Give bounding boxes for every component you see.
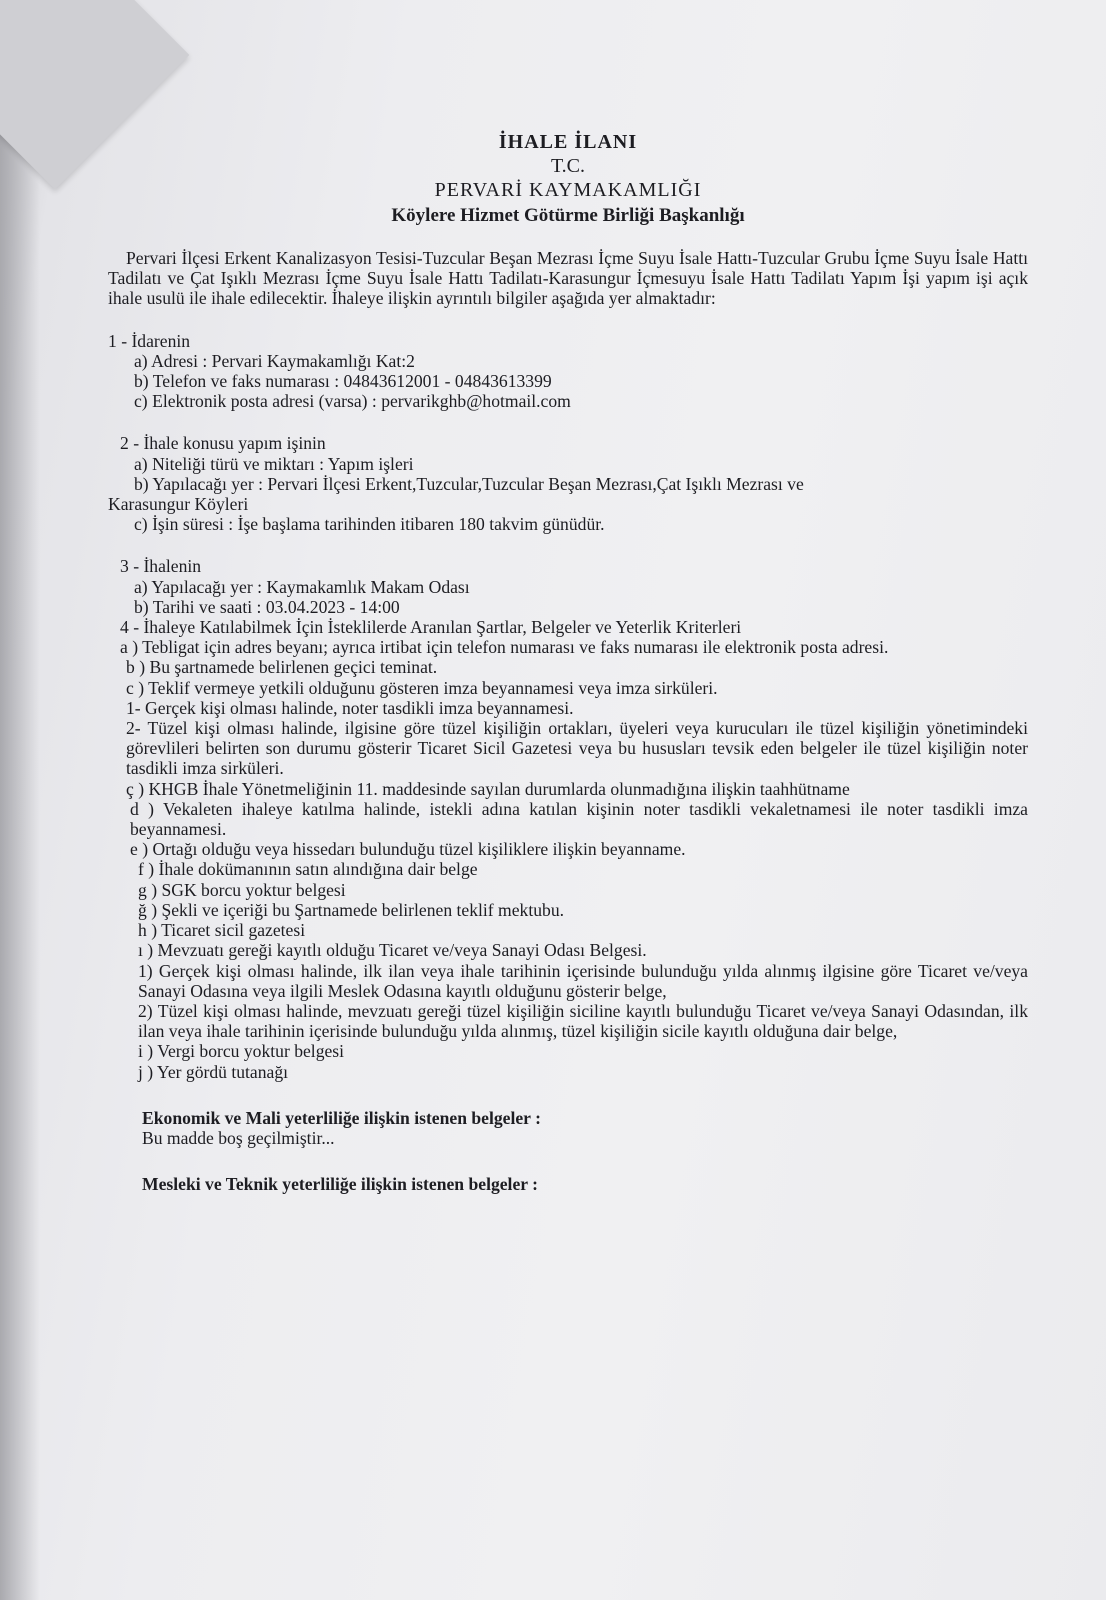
section-1 <box>108 331 1028 412</box>
professional-section <box>108 1174 1028 1194</box>
economic-text: Bu madde boş geçilmiştir... <box>142 1127 335 1148</box>
section-2-title: 2 - İhale konusu yapım işinin <box>120 433 326 454</box>
section-4-item: c ) Teklif vermeye yetkili olduğunu gösteren imza beyannamesi veya imza sirküleri. <box>126 677 718 698</box>
header-tc: T.C. <box>550 155 586 177</box>
section-4-item: 1- Gerçek kişi olması halinde, noter tasdikli imza beyannamesi. <box>126 697 574 718</box>
page-shadow-edge <box>0 0 40 1600</box>
economic-title: Ekonomik ve Mali yeterliliğe ilişkin istenen belgeler : <box>142 1107 541 1128</box>
section-4-item: 2) Tüzel kişi olması halinde, mevzuatı gereği tüzel kişiliğin siciline kayıtlı bulunduğu Ticaret ve/veya Sanayi Odasından, ilk ilan veya ihale tarihinin içerisinde bulunduğu yılda alınmış, tüzel kişiliğin sicile kayıtlı olduğuna dair belge, <box>138 1000 1028 1042</box>
section-4-item: f ) İhale dokümanının satın alındığına dair belge <box>138 859 478 880</box>
section-4-item: j ) Yer gördü tutanağı <box>138 1061 289 1082</box>
header-unit: Köylere Hizmet Götürme Birliği Başkanlığı <box>391 205 745 226</box>
document-body <box>108 130 1028 1194</box>
section-4-item: ı ) Mevzuatı gereği kayıtlı olduğu Ticaret ve/veya Sanayi Odası Belgesi. <box>138 940 647 961</box>
section-4-item: a ) Tebligat için adres beyanı; ayrıca irtibat için telefon numarası ve faks numarası ile elektronik posta adresi. <box>120 637 889 658</box>
section-2-c: c) İşin süresi : İşe başlama tarihinden itibaren 180 takvim günüdür. <box>134 514 605 535</box>
section-1-a: a) Adresi : Pervari Kaymakamlığı Kat:2 <box>134 350 415 371</box>
section-1-b: b) Telefon ve faks numarası : 04843612001 - 04843613399 <box>134 371 552 392</box>
section-4-item: ç ) KHGB İhale Yönetmeliğinin 11. maddesinde sayılan durumlarda olunmadığına ilişkin taahhütname <box>126 778 850 799</box>
intro-paragraph <box>108 248 1028 309</box>
section-1-c: c) Elektronik posta adresi (varsa) : pervarikghb@hotmail.com <box>134 391 571 412</box>
section-4-item: e ) Ortağı olduğu veya hissedarı bulunduğu tüzel kişiliklere ilişkin beyanname. <box>130 839 686 860</box>
section-4-item: h ) Ticaret sicil gazetesi <box>138 920 306 941</box>
section-4-title: 4 - İhaleye Katılabilmek İçin İsteklilerde Aranılan Şartlar, Belgeler ve Yeterlik Kriterleri <box>120 617 742 638</box>
intro-text: Pervari İlçesi Erkent Kanalizasyon Tesisi-Tuzcular Beşan Mezrası İçme Suyu İsale Hattı-Tuzcular Grubu İçme Suyu İsale Hattı Tadilatı ve Çat Işıklı Mezrası İçme Suyu İsale Hattı Tadilatı-Karasungur İçmesuyu İsale Hattı Tadilatı Yapım İşi yapım işi açık ihale usulü ile ihale edilecektir. İhaleye ilişkin ayrıntılı bilgiler aşağıda yer almaktadır: <box>108 248 1028 309</box>
section-4-item: d ) Vekaleten ihaleye katılma halinde, istekli adına katılan kişinin noter tasdikli vekaletnamesi ile noter tasdikli imza beyannamesi. <box>130 798 1028 840</box>
section-4 <box>108 617 1028 1082</box>
section-4-item: i ) Vergi borcu yoktur belgesi <box>138 1041 345 1062</box>
section-4-item: g ) SGK borcu yoktur belgesi <box>138 879 346 900</box>
section-3-b: b) Tarihi ve saati : 03.04.2023 - 14:00 <box>134 596 400 617</box>
section-4-item: b ) Bu şartnamede belirlenen geçici teminat. <box>126 657 438 678</box>
section-2 <box>108 433 1028 534</box>
section-2-b-cont: Karasungur Köyleri <box>108 494 249 515</box>
section-2-b: b) Yapılacağı yer : Pervari İlçesi Erkent,Tuzcular,Tuzcular Beşan Mezrası,Çat Işıklı Mezrası ve <box>134 473 804 494</box>
section-4-item: ğ ) Şekli ve içeriği bu Şartnamede belirlenen teklif mektubu. <box>138 899 565 920</box>
section-3 <box>108 556 1028 617</box>
section-4-item: 1) Gerçek kişi olması halinde, ilk ilan veya ihale tarihinin içerisinde bulunduğu yılda alınmış ilgisine göre Ticaret ve/veya Sanayi Odasına veya ilgili Meslek Odasına kayıtlı olduğunu gösterir belge, <box>138 960 1028 1001</box>
document-header <box>108 130 1028 228</box>
header-org: PERVARİ KAYMAKAMLIĞI <box>434 179 702 201</box>
section-2-a: a) Niteliği türü ve miktarı : Yapım işleri <box>134 453 414 474</box>
section-3-a: a) Yapılacağı yer : Kaymakamlık Makam Odası <box>134 576 470 597</box>
economic-section <box>108 1108 1028 1148</box>
section-4-item: 2- Tüzel kişi olması halinde, ilgisine göre tüzel kişiliğin ortakları, üyeleri veya kurucuları ile tüzel kişiliğin yönetimindeki görevlileri belirten son durumu gösterir Ticaret Sicil Gazetesi veya bu hususları tevsik eden belgeler ile tüzel kişiliğin noter tasdikli imza sirküleri. <box>126 718 1028 779</box>
section-1-title: 1 - İdarenin <box>108 330 191 351</box>
section-3-title: 3 - İhalenin <box>120 556 202 577</box>
professional-title: Mesleki ve Teknik yeterliliğe ilişkin istenen belgeler : <box>142 1174 539 1195</box>
document-title: İHALE İLANI <box>498 131 638 153</box>
